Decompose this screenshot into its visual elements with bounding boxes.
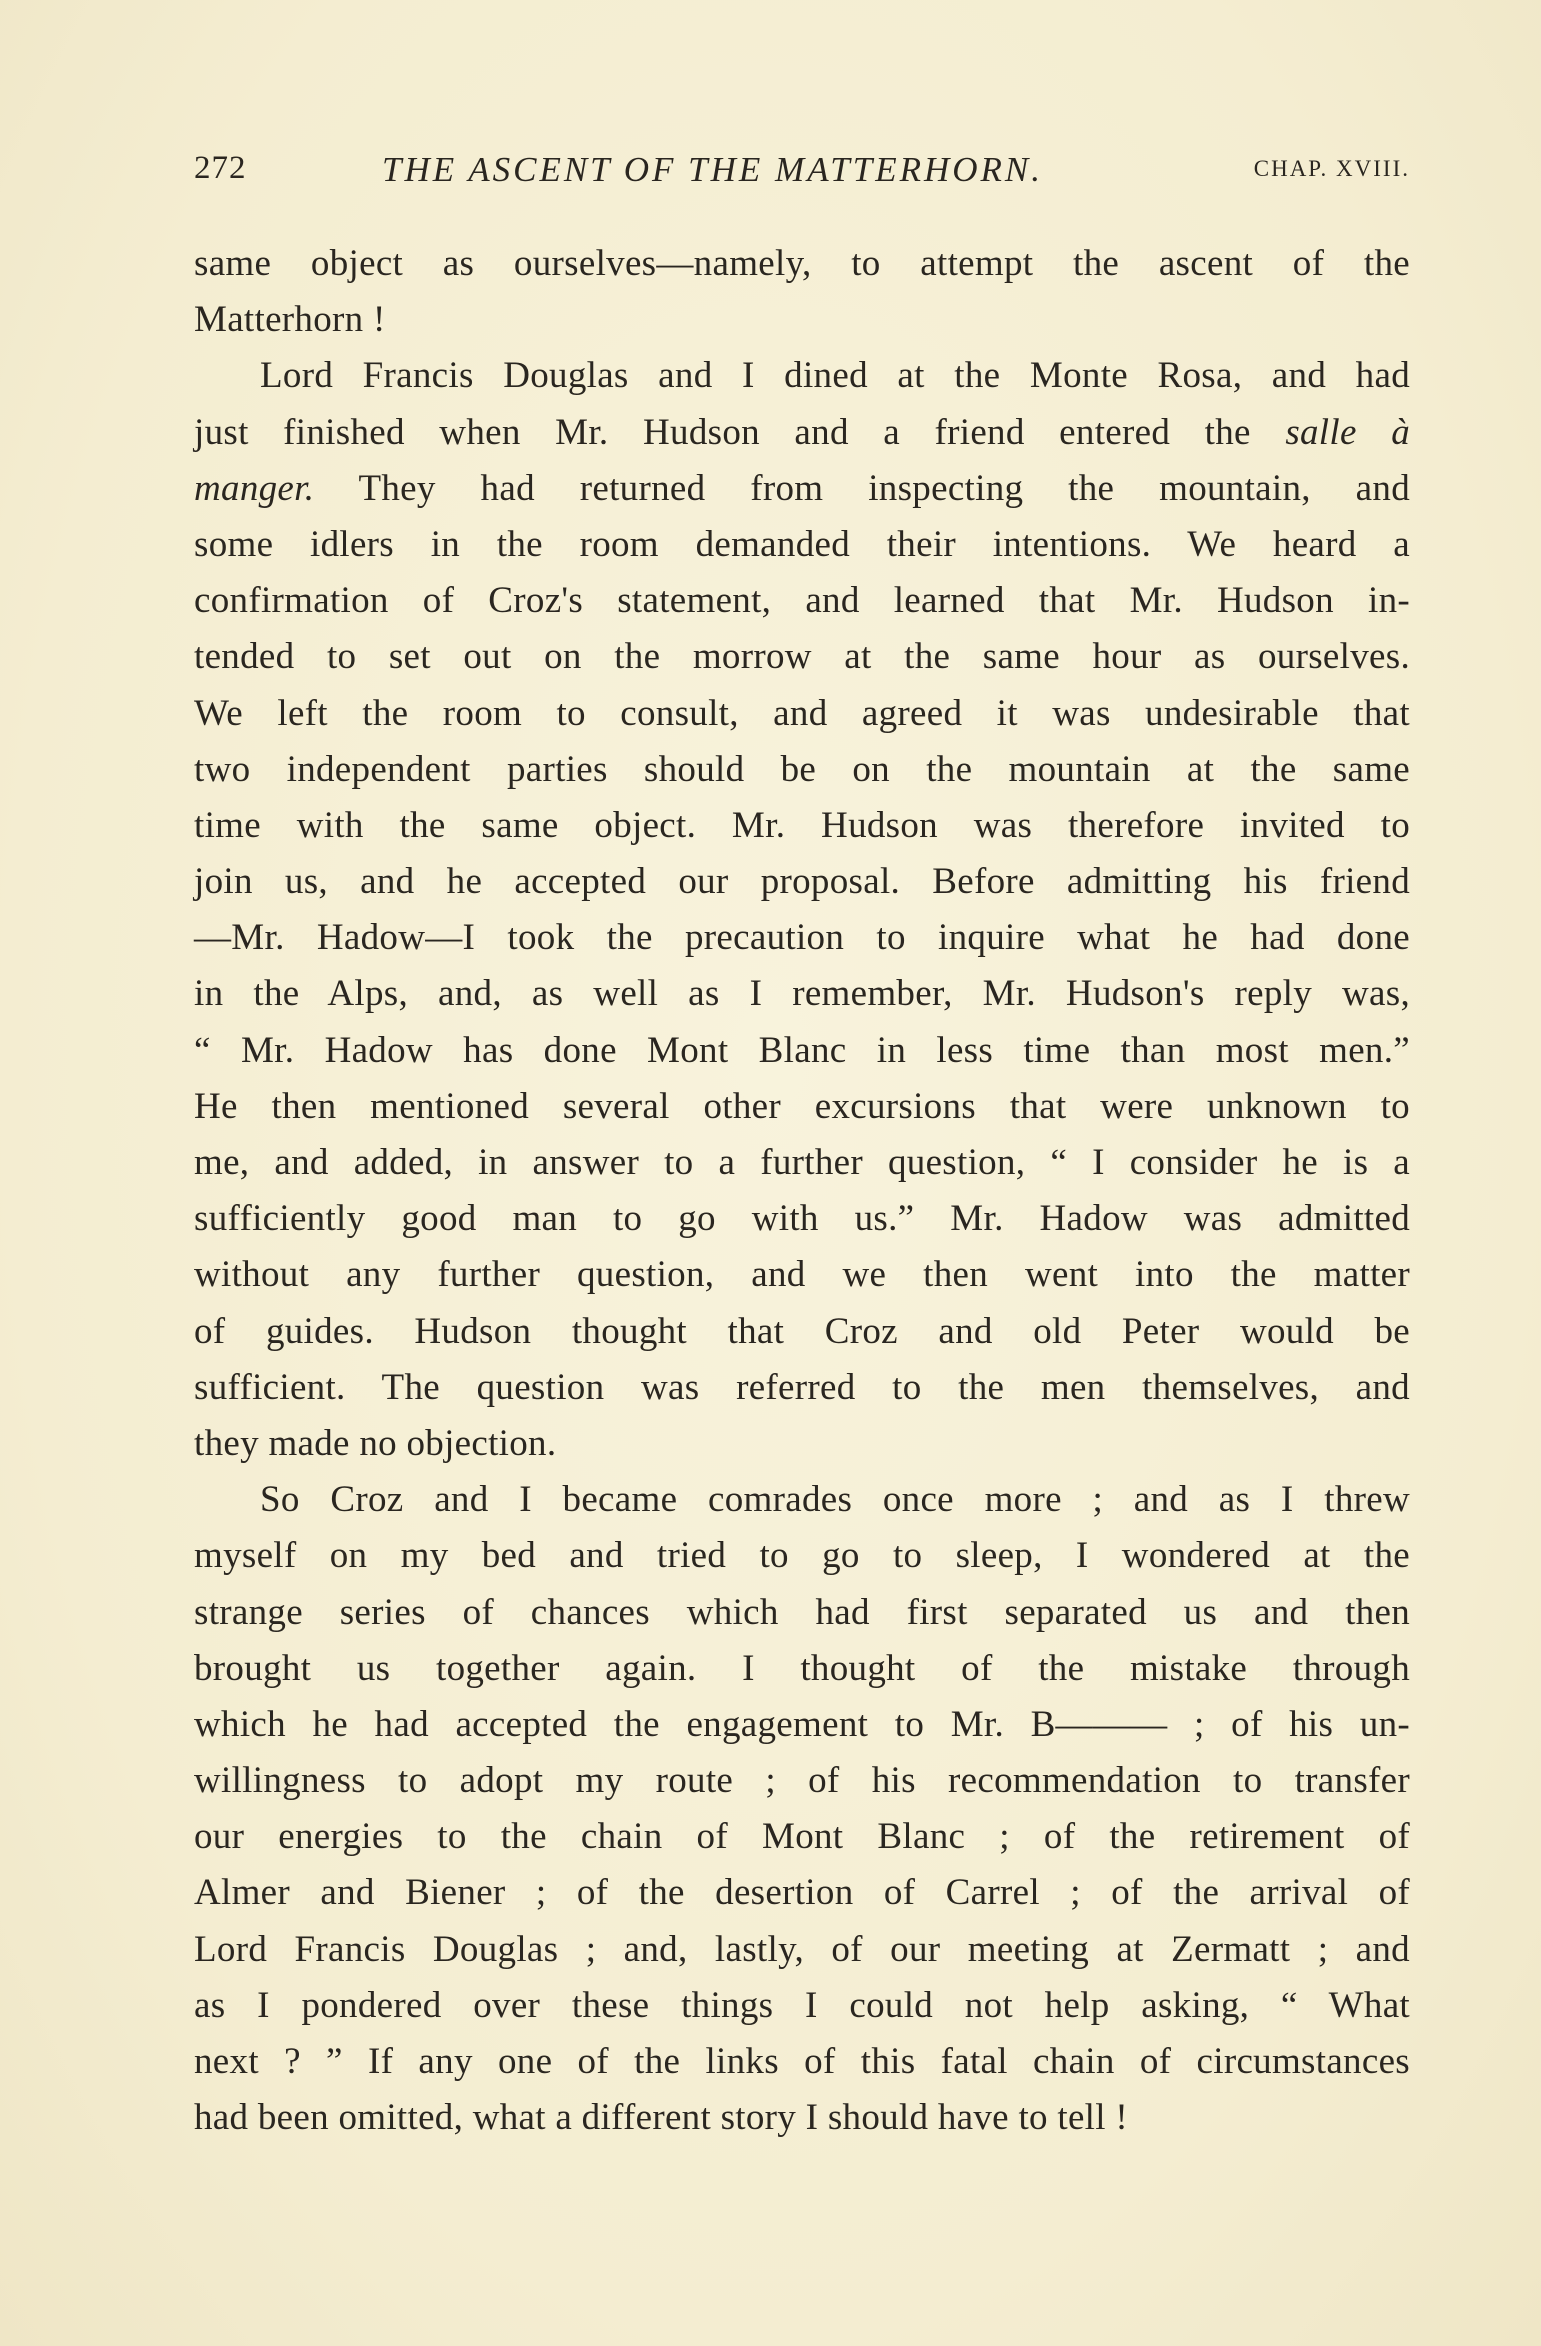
- text-line: Matterhorn !: [194, 299, 386, 341]
- text-line: —Mr. Hadow—I took the precaution to inquire what he had done: [194, 917, 1410, 959]
- text-line: sufficient. The question was referred to the men themselves, and: [194, 1366, 1410, 1408]
- chapter-reference: CHAP. XVIII.: [1253, 156, 1410, 181]
- text-line: time with the same object. Mr. Hudson was therefore invited to: [194, 804, 1410, 846]
- text-line: tended to set out on the morrow at the same hour as ourselves.: [194, 636, 1410, 678]
- text-span: just finished when Mr. Hudson and a friend entered the: [194, 411, 1251, 453]
- text-line: same object as ourselves—namely, to attempt the ascent of the: [194, 243, 1410, 284]
- text-line: Lord Francis Douglas ; and, lastly, of our meeting at Zermatt ; and: [194, 1928, 1410, 1970]
- text-line: So Croz and I became comrades once more ; and as I threw: [260, 1479, 1410, 1521]
- text-line: two independent parties should be on the mountain at the same: [194, 748, 1410, 790]
- text-line: strange series of chances which had first separated us and then: [194, 1591, 1410, 1633]
- text-line: some idlers in the room demanded their intentions. We heard a: [194, 523, 1410, 565]
- text-line: “ Mr. Hadow has done Mont Blanc in less time than most men.”: [194, 1029, 1410, 1071]
- text-line: myself on my bed and tried to go to sleep, I wondered at the: [194, 1535, 1410, 1577]
- text-line: had been omitted, what a different story I should have to tell !: [194, 2097, 1129, 2139]
- text-line: our energies to the chain of Mont Blanc ; of the retirement of: [194, 1816, 1410, 1858]
- text-line: sufficiently good man to go with us.” Mr. Hadow was admitted: [194, 1198, 1410, 1240]
- page-number: 272: [194, 150, 247, 186]
- text-line: willingness to adopt my route ; of his recommendation to transfer: [194, 1760, 1410, 1802]
- text-line: He then mentioned several other excursions that were unknown to: [194, 1085, 1410, 1127]
- text-line: brought us together again. I thought of the mistake through: [194, 1647, 1410, 1689]
- text-line: which he had accepted the engagement to Mr. B——— ; of his un-: [194, 1703, 1410, 1745]
- italic-phrase: salle à: [1285, 411, 1411, 453]
- text-line: [194, 405, 1410, 461]
- text-line: they made no objection.: [194, 1422, 557, 1464]
- text-line: Lord Francis Douglas and I dined at the Monte Rosa, and had: [260, 355, 1410, 397]
- text-line: without any further question, and we then went into the matter: [194, 1254, 1410, 1296]
- text-line: join us, and he accepted our proposal. Before admitting his friend: [194, 861, 1410, 903]
- text-line: of guides. Hudson thought that Croz and old Peter would be: [194, 1310, 1410, 1352]
- text-line: as I pondered over these things I could not help asking, “ What: [194, 1984, 1410, 2026]
- text-line: confirmation of Croz's statement, and learned that Mr. Hudson in-: [194, 580, 1410, 622]
- text-line: [194, 461, 1410, 517]
- text-line: me, and added, in answer to a further question, “ I consider he is a: [194, 1142, 1410, 1183]
- text-line: Almer and Biener ; of the desertion of Carrel ; of the arrival of: [194, 1872, 1410, 1914]
- text-line: next ? ” If any one of the links of this fatal chain of circumstances: [194, 2041, 1410, 2082]
- running-head: [194, 150, 1410, 202]
- body-text: [194, 236, 1410, 2146]
- running-title: THE ASCENT OF THE MATTERHORN.: [382, 150, 1043, 189]
- text-line: We left the room to consult, and agreed it was undesirable that: [194, 692, 1410, 734]
- text-line: in the Alps, and, as well as I remember, Mr. Hudson's reply was,: [194, 973, 1410, 1015]
- text-span: They had returned from inspecting the mountain, and: [358, 467, 1410, 509]
- italic-phrase: manger.: [194, 467, 315, 509]
